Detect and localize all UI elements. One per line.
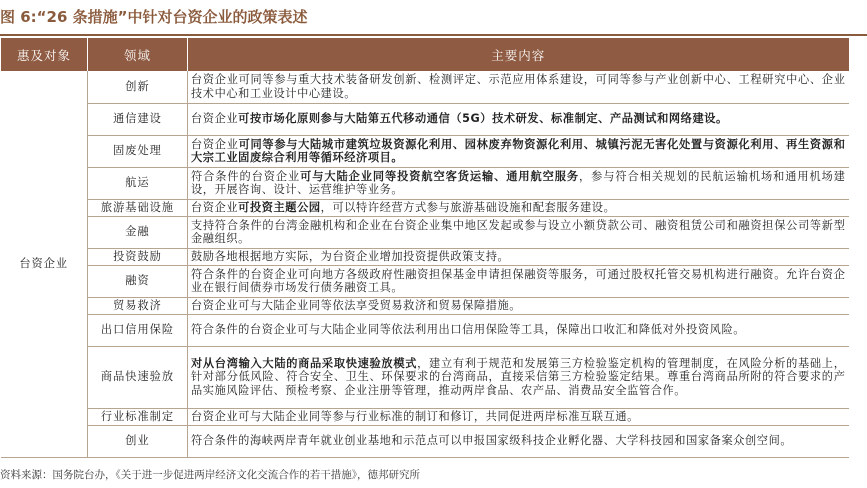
content-cell: 鼓励各地根据地方实际，为台资企业增加投资提供政策支持。 bbox=[188, 248, 849, 265]
content-cell: 台资企业可同等参与重大技术装备研发创新、检测评定、示范应用体系建设，可同等参与产业创新中心、工程研究中心、企业技术中心和工业设计中心建设。 bbox=[188, 71, 849, 103]
figure-title: 图 6:“26 条措施”中针对台资企业的政策表述 bbox=[0, 8, 308, 26]
field-cell: 旅游基础设施 bbox=[88, 199, 188, 216]
source-note: 资料来源：国务院台办，《关于进一步促进两岸经济文化交流合作的若干措施》，德邦研究所 bbox=[0, 469, 420, 481]
table-row bbox=[1, 408, 849, 425]
policy-table bbox=[0, 38, 849, 458]
table-row bbox=[1, 216, 849, 248]
table-row bbox=[1, 297, 849, 314]
content-cell: 支持符合条件的台湾金融机构和企业在台资企业集中地区发起或参与设立小额贷款公司、融资租赁公司和融资担保公司等新型金融组织。 bbox=[188, 216, 849, 248]
content-cell: 台资企业可与大陆企业同等依法享受贸易救济和贸易保障措施。 bbox=[188, 297, 849, 314]
content-cell: 台资企业可投资主题公园，可以特许经营方式参与旅游基础设施和配套服务建设。 bbox=[188, 199, 849, 216]
content-cell: 符合条件的台资企业可向地方各级政府性融资担保基金申请担保融资等服务，可通过股权托管交易机构进行融资。允许台资企业在银行间债券市场发行债务融资工具。 bbox=[188, 265, 849, 297]
field-cell: 创业 bbox=[88, 425, 188, 457]
content-cell: 符合条件的台资企业可与大陆企业同等投资航空客货运输、通用航空服务，参与符合相关规划的民航运输机场和通用机场建设，开展咨询、设计、运营维护等业务。 bbox=[188, 167, 849, 199]
field-cell: 金融 bbox=[88, 216, 188, 248]
target-cell: 台资企业 bbox=[1, 71, 88, 457]
content-cell: 符合条件的海峡两岸青年就业创业基地和示范点可以申报国家级科技企业孵化器、大学科技园和国家备案众创空间。 bbox=[188, 425, 849, 457]
field-cell: 行业标准制定 bbox=[88, 408, 188, 425]
field-cell: 创新 bbox=[88, 71, 188, 103]
header-target: 惠及对象 bbox=[1, 38, 88, 71]
header-content: 主要内容 bbox=[188, 38, 849, 71]
content-cell: 对从台湾输入大陆的商品采取快速验放模式，建立有利于规范和发展第三方检验鉴定机构的管理制度，在风险分析的基础上，针对部分低风险、符合安全、卫生、环保要求的台湾商品，直接采信第三方检验鉴定结果。尊重台湾商品所附的符合要求的产品实施风险评估、预检考察、企业注册等管理，推动两岸食品、农产品、消费品安全监管合作。 bbox=[188, 346, 849, 408]
table-row bbox=[1, 314, 849, 346]
table-row bbox=[1, 71, 849, 103]
title-rule bbox=[0, 34, 867, 36]
table-row bbox=[1, 248, 849, 265]
field-cell: 融资 bbox=[88, 265, 188, 297]
field-cell: 贸易救济 bbox=[88, 297, 188, 314]
header-field: 领域 bbox=[88, 38, 188, 71]
table-row bbox=[1, 167, 849, 199]
table-header-row bbox=[1, 38, 849, 71]
field-cell: 商品快速验放 bbox=[88, 346, 188, 408]
content-cell: 符合条件的台资企业可与大陆企业同等依法利用出口信用保险等工具，保障出口收汇和降低对外投资风险。 bbox=[188, 314, 849, 346]
field-cell: 通信建设 bbox=[88, 103, 188, 135]
table-row bbox=[1, 135, 849, 167]
table-row bbox=[1, 265, 849, 297]
table-row bbox=[1, 346, 849, 408]
table-row bbox=[1, 103, 849, 135]
table-row bbox=[1, 425, 849, 457]
table-row bbox=[1, 199, 849, 216]
field-cell: 固废处理 bbox=[88, 135, 188, 167]
content-cell: 台资企业可按市场化原则参与大陆第五代移动通信（5G）技术研发、标准制定、产品测试和网络建设。 bbox=[188, 103, 849, 135]
field-cell: 出口信用保险 bbox=[88, 314, 188, 346]
field-cell: 航运 bbox=[88, 167, 188, 199]
content-cell: 台资企业可与大陆企业同等参与行业标准的制订和修订，共同促进两岸标准互联互通。 bbox=[188, 408, 849, 425]
field-cell: 投资鼓励 bbox=[88, 248, 188, 265]
content-cell: 台资企业可同等参与大陆城市建筑垃圾资源化利用、园林废弃物资源化利用、城镇污泥无害化处置与资源化利用、再生资源和大宗工业固废综合利用等循环经济项目。 bbox=[188, 135, 849, 167]
